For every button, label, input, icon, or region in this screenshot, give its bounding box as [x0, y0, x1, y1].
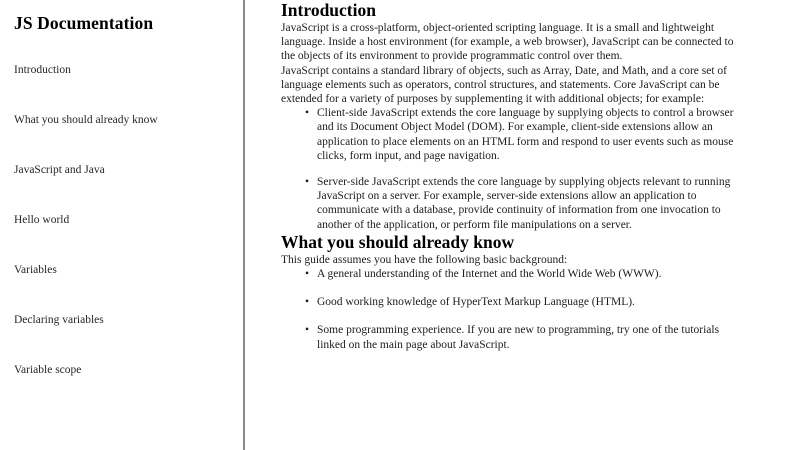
sidebar-item-introduction[interactable]: Introduction	[14, 64, 71, 77]
sidebar-navigation	[0, 0, 245, 450]
list-item: • Some programming experience. If you are new to programming, try one of the tutorials linked on the main page about JavaScript.	[307, 323, 745, 351]
list-item	[0, 295, 243, 345]
prerequisites-paragraph: This guide assumes you have the following basic background:	[281, 253, 568, 266]
list-item: • Server-side JavaScript extends the core language by supplying objects relevant to running JavaScript on a server. For example, server-side extensions allow an application to communicate with a database, provide continuity of information from one invocation to another of the application, or perform file manipulations on a server.	[307, 175, 745, 232]
sidebar-item-what-you-should-already-know[interactable]: What you should already know	[14, 114, 158, 127]
sidebar-item-variable-scope[interactable]: Variable scope	[14, 364, 82, 377]
list-item: • Client-side JavaScript extends the core language by supplying objects to control a browser and its Document Object Model (DOM). For example, client-side extensions allow an application to place elements on an HTML form and respond to user events such as mouse clicks, form input, and page navigation.	[307, 106, 745, 163]
sidebar-title: JS Documentation	[14, 13, 154, 33]
intro-paragraph-1: JavaScript is a cross-platform, object-oriented scripting language. It is a small and lightweight language. Inside a host environment (for example, a web browser), JavaScript can be connected to the objects of its environment to provide programmatic control over them.	[281, 22, 734, 63]
list-item	[0, 145, 243, 195]
sidebar-item-hello-world[interactable]: Hello world	[14, 214, 70, 227]
intro-bullet-list	[281, 106, 745, 232]
main-content	[247, 0, 800, 450]
list-item: • A general understanding of the Internet and the World Wide Web (WWW).	[307, 267, 745, 281]
intro-paragraph-2: JavaScript contains a standard library of objects, such as Array, Date, and Math, and a core set of language elements such as operators, control structures, and statements. Core JavaScript can be extended for a variety of purposes by supplementing it with additional objects; for example:	[281, 64, 728, 106]
sidebar-item-list	[0, 45, 243, 395]
sidebar-item-javascript-and-java[interactable]: JavaScript and Java	[14, 164, 105, 177]
section-heading-introduction: Introduction	[281, 0, 376, 20]
list-item	[0, 245, 243, 295]
list-item	[0, 345, 243, 395]
list-item	[0, 95, 243, 145]
section-introduction	[281, 0, 745, 232]
sidebar-item-declaring-variables[interactable]: Declaring variables	[14, 314, 104, 327]
section-heading-what-you-should-already-know: What you should already know	[281, 231, 515, 252]
sidebar-item-variables[interactable]: Variables	[14, 264, 57, 277]
prerequisites-bullet-list	[281, 267, 745, 352]
sidebar-links	[0, 45, 243, 395]
list-item	[0, 195, 243, 245]
section-what-you-should-already-know	[281, 232, 745, 352]
list-item: • Good working knowledge of HyperText Markup Language (HTML).	[307, 295, 745, 309]
list-item	[0, 45, 243, 95]
